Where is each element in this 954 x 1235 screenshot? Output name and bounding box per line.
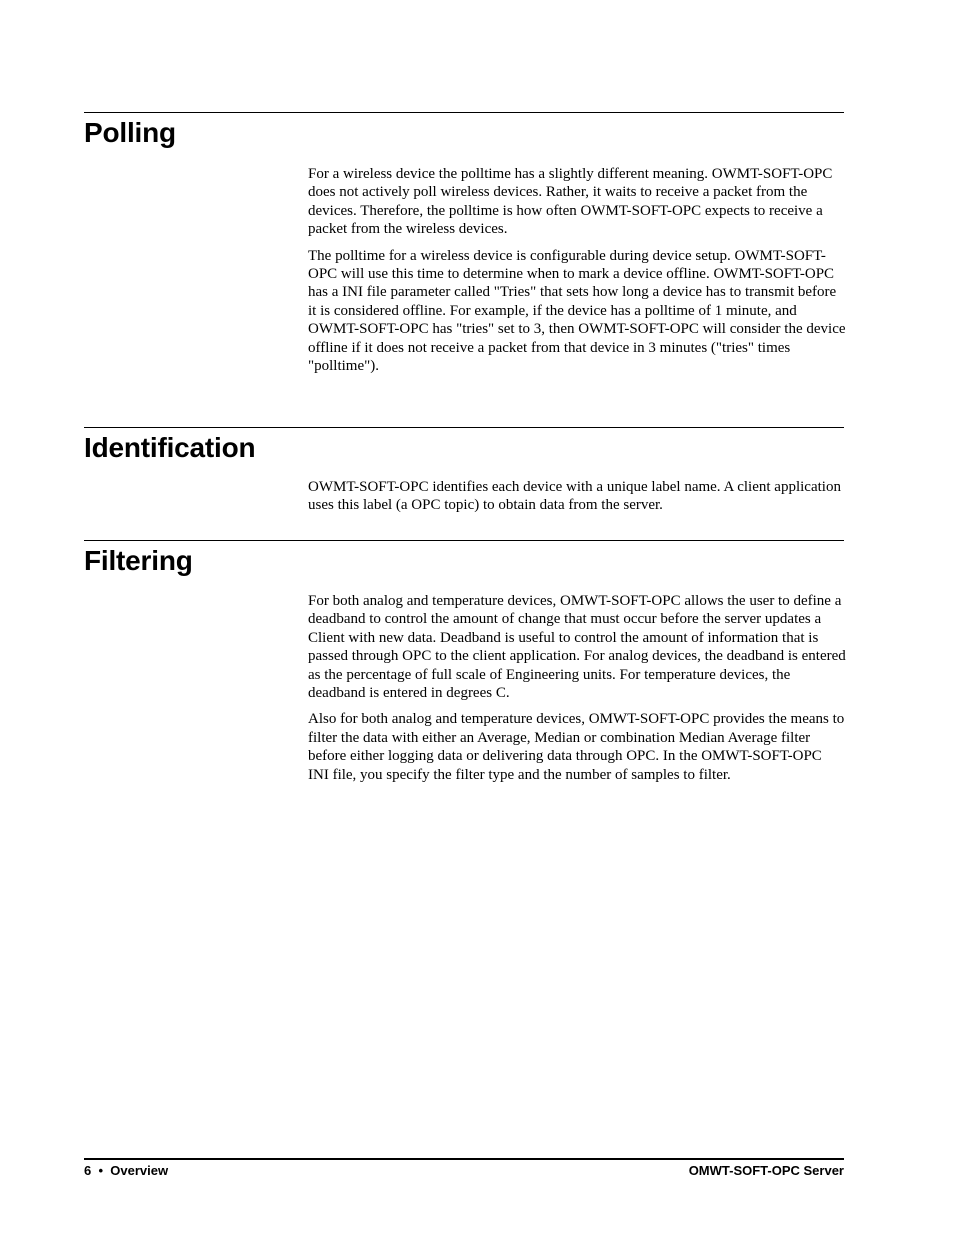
section-filtering xyxy=(84,540,844,792)
page-number: 6 xyxy=(84,1163,92,1178)
product-name: OMWT-SOFT-OPC Server xyxy=(688,1163,844,1178)
section-divider xyxy=(84,112,844,113)
paragraph: For a wireless device the polltime has a slightly different meaning. OWMT-SOFT-OPC does not actively poll wireless devices. Rather, it waits to receive a packet from the devices. Therefore, the polltime is how often OWMT-SOFT-OPC expects to receive a packet from the wireless devices. xyxy=(308,166,833,238)
page-footer xyxy=(84,1158,844,1179)
section-polling xyxy=(84,112,844,383)
paragraph: The polltime for a wireless device is configurable during device setup. OWMT-SOFT-OPC will use this time to determine when to mark a device offline. OWMT-SOFT-OPC has a INI file parameter called "Tries" that sets how long a device has to transmit before it is considered offline. For example, if the device has a polltime of 1 minute, and OWMT-SOFT-OPC has "tries" set to 3, then OWMT-SOFT-OPC will consider the device offline if it does not receive a packet from that device in 3 minutes ("tries" times "polltime"). xyxy=(308,247,846,375)
footer-left xyxy=(84,1163,168,1179)
section-heading-filtering: Filtering xyxy=(84,545,193,576)
paragraph: For both analog and temperature devices, OMWT-SOFT-OPC allows the user to define a deadband to control the amount of change that must occur before the server updates a Client with new data. Deadband is useful to control the amount of information that is passed through OPC to the client application. For analog devices, the deadband is entered as the percentage of full scale of Engineering units. For temperature devices, the deadband is entered in degrees C. xyxy=(308,593,846,702)
footer-separator: • xyxy=(98,1163,104,1178)
section-heading-identification: Identification xyxy=(84,432,256,463)
paragraph: OWMT-SOFT-OPC identifies each device with a unique label name. A client application uses this label (a OPC topic) to obtain data from the server. xyxy=(308,479,841,514)
section-heading-polling: Polling xyxy=(84,117,176,148)
section-divider xyxy=(84,427,844,428)
footer-divider xyxy=(84,1158,844,1160)
footer-row xyxy=(84,1163,844,1179)
section-body-filtering xyxy=(308,592,846,784)
section-body-identification xyxy=(308,478,846,515)
section-divider xyxy=(84,540,844,541)
paragraph: Also for both analog and temperature devices, OMWT-SOFT-OPC provides the means to filter the data with either an Average, Median or combination Median Average filter before either logging data or delivering data through OPC. In the OMWT-SOFT-OPC INI file, you specify the filter type and the number of samples to filter. xyxy=(308,711,845,783)
chapter-name: Overview xyxy=(110,1163,169,1178)
section-identification xyxy=(84,427,844,523)
section-body-polling xyxy=(308,165,846,375)
